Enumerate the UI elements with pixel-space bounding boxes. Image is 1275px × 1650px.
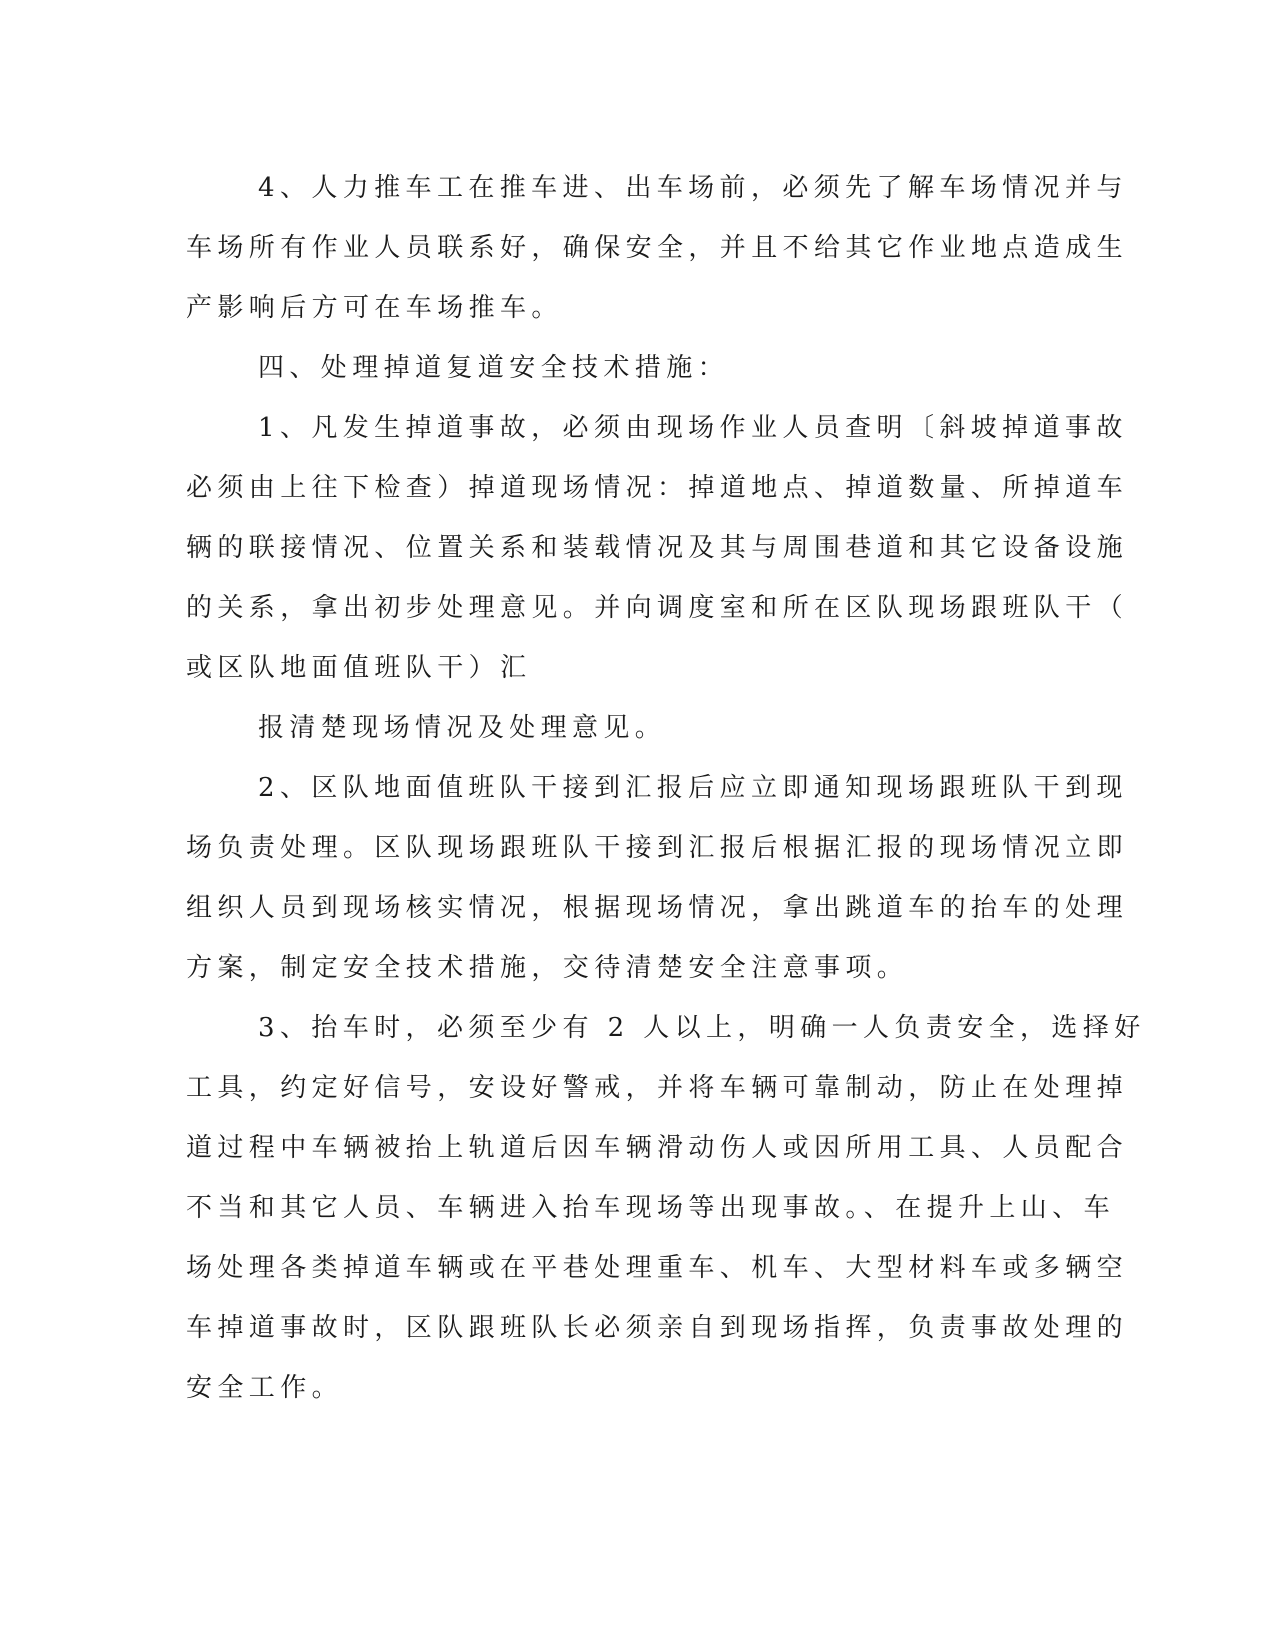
item-1-line-6: 报清楚现场情况及处理意见。 [258, 713, 667, 743]
item-3-line-4: 不当和其它人员、车辆进入抬车现场等出现事故。、在提升上山、车 [186, 1193, 1116, 1223]
item-3-line-1: 3、抬车时，必须至少有 2 人以上，明确一人负责安全，选择好 [258, 1013, 1146, 1043]
item-1-line-1: 1、凡发生掉道事故，必须由现场作业人员查明〔斜坡掉道事故 [258, 413, 1128, 443]
item-3-line-6: 车掉道事故时，区队跟班队长必须亲自到现场指挥，负责事故处理的 [186, 1313, 1129, 1343]
item-1-line-4: 的关系，拿出初步处理意见。并向调度室和所在区队现场跟班队干（ [186, 593, 1129, 623]
paragraph-4-line-3: 产影响后方可在车场推车。 [186, 293, 563, 323]
item-2-line-1: 2、区队地面值班队干接到汇报后应立即通知现场跟班队干到现 [258, 773, 1128, 803]
item-1-line-2: 必须由上往下检查）掉道现场情况：掉道地点、掉道数量、所掉道车 [186, 473, 1129, 503]
body-text [186, 158, 1146, 1418]
item-3-line-3: 道过程中车辆被抬上轨道后因车辆滑动伤人或因所用工具、人员配合 [186, 1133, 1129, 1163]
item-2-line-4: 方案，制定安全技术措施，交待清楚安全注意事项。 [186, 953, 909, 983]
item-2-line-3: 组织人员到现场核实情况，根据现场情况，拿出跳道车的抬车的处理 [186, 893, 1129, 923]
item-1-line-3: 辆的联接情况、位置关系和装载情况及其与周围巷道和其它设备设施 [186, 533, 1129, 563]
item-2-line-2: 场负责处理。区队现场跟班队干接到汇报后根据汇报的现场情况立即 [186, 833, 1129, 863]
section-heading-4: 四、处理掉道复道安全技术措施： [258, 353, 730, 383]
paragraph-4-line-2: 车场所有作业人员联系好，确保安全，并且不给其它作业地点造成生 [186, 233, 1129, 263]
item-3-line-7: 安全工作。 [186, 1373, 344, 1403]
paragraph-4-line-1: 4、人力推车工在推车进、出车场前，必须先了解车场情况并与 [258, 173, 1128, 203]
item-1-line-5: 或区队地面值班队干）汇 [186, 653, 532, 683]
item-3-line-5: 场处理各类掉道车辆或在平巷处理重车、机车、大型材料车或多辆空 [186, 1253, 1129, 1283]
item-3-line-2: 工具，约定好信号，安设好警戒，并将车辆可靠制动，防止在处理掉 [186, 1073, 1129, 1103]
